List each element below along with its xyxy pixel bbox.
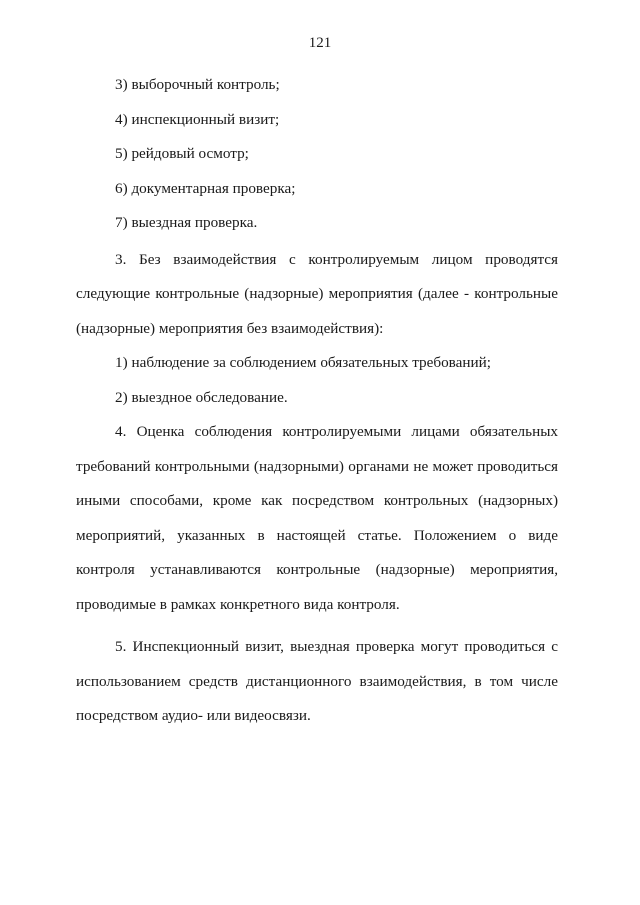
list-item: 5) рейдовый осмотр;: [115, 145, 249, 162]
page-number: 121: [308, 35, 332, 51]
paragraph-line: 4. Оценка соблюдения контролируемыми лицами обязательных: [115, 423, 558, 440]
paragraph-line: контроля устанавливаются контрольные (надзорные) мероприятия,: [76, 561, 558, 578]
list-item: 3) выборочный контроль;: [115, 76, 280, 93]
paragraph-line: посредством аудио- или видеосвязи.: [76, 707, 311, 724]
paragraph-line: иными способами, кроме как посредством контрольных (надзорных): [76, 492, 558, 509]
list-item: 2) выездное обследование.: [115, 388, 288, 406]
paragraph-line: использованием средств дистанционного взаимодействия, в том числе: [76, 672, 558, 690]
list-item: 4) инспекционный визит;: [115, 110, 280, 128]
paragraph-line: 5. Инспекционный визит, выездная проверка могут проводиться с: [115, 638, 558, 655]
document-body: [76, 68, 558, 734]
paragraph-line: 3. Без взаимодействия с контролируемым лицом проводятся: [115, 250, 558, 268]
paragraph-line: следующие контрольные (надзорные) мероприятия (далее - контрольные: [76, 285, 558, 302]
paragraph-line: требований контрольными (надзорными) органами не может проводиться: [76, 457, 558, 475]
paragraph-line: проводимые в рамках конкретного вида контроля.: [76, 595, 400, 613]
paragraph-line: (надзорные) мероприятия без взаимодействия):: [76, 319, 384, 337]
list-item: 1) наблюдение за соблюдением обязательных требований;: [115, 354, 491, 371]
paragraph-line: мероприятий, указанных в настоящей статье. Положением о виде: [76, 526, 558, 544]
list-item: 6) документарная проверка;: [115, 179, 296, 197]
list-item: 7) выездная проверка.: [115, 214, 258, 231]
